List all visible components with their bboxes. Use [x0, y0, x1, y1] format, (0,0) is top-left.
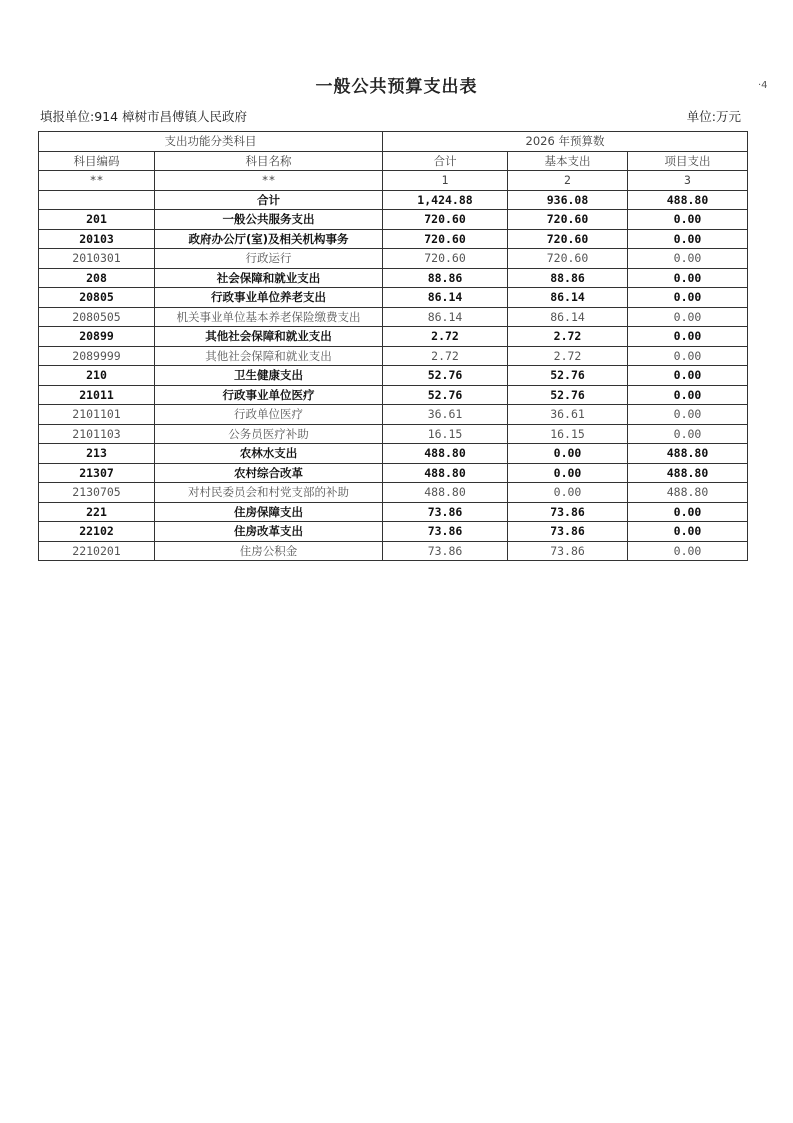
cell-total: 86.14 [383, 307, 508, 327]
page-title: 一般公共预算支出表 [315, 77, 478, 97]
cell-basic: 73.86 [508, 502, 628, 522]
cell-code: 213 [39, 444, 155, 464]
cell-name: 住房公积金 [155, 541, 383, 561]
cell-code: 210 [39, 366, 155, 386]
cell-total: 1,424.88 [383, 190, 508, 210]
cell-total: 488.80 [383, 444, 508, 464]
header-group-row [39, 132, 748, 152]
cell-name: 政府办公厅(室)及相关机构事务 [155, 229, 383, 249]
cell-basic: 86.14 [508, 307, 628, 327]
cell-basic: 0.00 [508, 444, 628, 464]
cell-code: 2080505 [39, 307, 155, 327]
cell-basic: 0.00 [508, 483, 628, 503]
reporting-unit: 填报单位:914 樟树市昌傅镇人民政府 [40, 109, 248, 124]
index-code: ** [39, 171, 155, 191]
cell-code: 221 [39, 502, 155, 522]
cell-code: 21307 [39, 463, 155, 483]
cell-basic: 936.08 [508, 190, 628, 210]
table-row [39, 229, 748, 249]
header-function-classification: 支出功能分类科目 [39, 132, 383, 152]
table-row [39, 385, 748, 405]
cell-project: 0.00 [628, 268, 748, 288]
budget-table-body [39, 132, 748, 561]
cell-total: 52.76 [383, 385, 508, 405]
cell-code: 20805 [39, 288, 155, 308]
index-total: 1 [383, 171, 508, 191]
cell-basic: 36.61 [508, 405, 628, 425]
cell-name: 行政单位医疗 [155, 405, 383, 425]
cell-code: 22102 [39, 522, 155, 542]
cell-basic: 720.60 [508, 249, 628, 269]
cell-basic: 16.15 [508, 424, 628, 444]
table-row [39, 541, 748, 561]
cell-project: 0.00 [628, 522, 748, 542]
cell-name: 住房保障支出 [155, 502, 383, 522]
table-row [39, 307, 748, 327]
cell-name: 行政事业单位养老支出 [155, 288, 383, 308]
table-row [39, 327, 748, 347]
cell-basic: 720.60 [508, 210, 628, 230]
cell-project: 0.00 [628, 346, 748, 366]
budget-table [38, 131, 748, 561]
cell-total: 52.76 [383, 366, 508, 386]
table-row [39, 463, 748, 483]
cell-basic: 88.86 [508, 268, 628, 288]
cell-basic: 52.76 [508, 366, 628, 386]
cell-name: 合计 [155, 190, 383, 210]
cell-project: 0.00 [628, 229, 748, 249]
table-row [39, 444, 748, 464]
corner-mark: ·4 [758, 80, 768, 91]
currency-unit: 单位:万元 [686, 109, 741, 124]
cell-code [39, 190, 155, 210]
cell-project: 488.80 [628, 190, 748, 210]
cell-total: 73.86 [383, 541, 508, 561]
index-project: 3 [628, 171, 748, 191]
cell-code: 2089999 [39, 346, 155, 366]
cell-basic: 2.72 [508, 346, 628, 366]
cell-basic: 52.76 [508, 385, 628, 405]
cell-total: 2.72 [383, 346, 508, 366]
header-total: 合计 [383, 151, 508, 171]
table-row [39, 424, 748, 444]
cell-code: 20899 [39, 327, 155, 347]
header-budget-year: 2026 年预算数 [383, 132, 748, 152]
table-row [39, 268, 748, 288]
cell-name: 对村民委员会和村党支部的补助 [155, 483, 383, 503]
cell-total: 16.15 [383, 424, 508, 444]
cell-name: 其他社会保障和就业支出 [155, 346, 383, 366]
cell-name: 其他社会保障和就业支出 [155, 327, 383, 347]
cell-project: 0.00 [628, 307, 748, 327]
header-index-row [39, 171, 748, 191]
cell-code: 2130705 [39, 483, 155, 503]
cell-project: 0.00 [628, 541, 748, 561]
cell-project: 488.80 [628, 483, 748, 503]
cell-total: 720.60 [383, 249, 508, 269]
cell-name: 农村综合改革 [155, 463, 383, 483]
cell-name: 住房改革支出 [155, 522, 383, 542]
table-row [39, 190, 748, 210]
cell-basic: 86.14 [508, 288, 628, 308]
cell-code: 2101103 [39, 424, 155, 444]
table-row [39, 522, 748, 542]
table-row [39, 502, 748, 522]
table-row [39, 405, 748, 425]
cell-project: 488.80 [628, 444, 748, 464]
cell-total: 88.86 [383, 268, 508, 288]
cell-name: 社会保障和就业支出 [155, 268, 383, 288]
cell-project: 0.00 [628, 366, 748, 386]
cell-code: 208 [39, 268, 155, 288]
cell-basic: 73.86 [508, 541, 628, 561]
cell-total: 488.80 [383, 483, 508, 503]
cell-project: 0.00 [628, 210, 748, 230]
cell-basic: 720.60 [508, 229, 628, 249]
table-row [39, 483, 748, 503]
cell-project: 0.00 [628, 385, 748, 405]
cell-project: 0.00 [628, 327, 748, 347]
cell-total: 86.14 [383, 288, 508, 308]
cell-basic: 2.72 [508, 327, 628, 347]
cell-name: 一般公共服务支出 [155, 210, 383, 230]
cell-project: 0.00 [628, 424, 748, 444]
cell-total: 73.86 [383, 522, 508, 542]
cell-project: 0.00 [628, 502, 748, 522]
header-column-row [39, 151, 748, 171]
cell-total: 720.60 [383, 210, 508, 230]
cell-name: 行政事业单位医疗 [155, 385, 383, 405]
cell-code: 2010301 [39, 249, 155, 269]
cell-total: 720.60 [383, 229, 508, 249]
table-row [39, 366, 748, 386]
index-basic: 2 [508, 171, 628, 191]
cell-project: 0.00 [628, 405, 748, 425]
cell-project: 0.00 [628, 249, 748, 269]
cell-name: 机关事业单位基本养老保险缴费支出 [155, 307, 383, 327]
header-basic: 基本支出 [508, 151, 628, 171]
table-row [39, 346, 748, 366]
table-row [39, 288, 748, 308]
cell-total: 36.61 [383, 405, 508, 425]
table-row [39, 249, 748, 269]
cell-project: 488.80 [628, 463, 748, 483]
cell-code: 2101101 [39, 405, 155, 425]
cell-project: 0.00 [628, 288, 748, 308]
header-name: 科目名称 [155, 151, 383, 171]
cell-total: 488.80 [383, 463, 508, 483]
table-row [39, 210, 748, 230]
cell-code: 2210201 [39, 541, 155, 561]
header-project: 项目支出 [628, 151, 748, 171]
header-code: 科目编码 [39, 151, 155, 171]
cell-code: 201 [39, 210, 155, 230]
cell-name: 公务员医疗补助 [155, 424, 383, 444]
cell-name: 卫生健康支出 [155, 366, 383, 386]
cell-code: 20103 [39, 229, 155, 249]
cell-total: 2.72 [383, 327, 508, 347]
cell-basic: 73.86 [508, 522, 628, 542]
index-name: ** [155, 171, 383, 191]
cell-code: 21011 [39, 385, 155, 405]
cell-total: 73.86 [383, 502, 508, 522]
cell-name: 行政运行 [155, 249, 383, 269]
cell-name: 农林水支出 [155, 444, 383, 464]
cell-basic: 0.00 [508, 463, 628, 483]
